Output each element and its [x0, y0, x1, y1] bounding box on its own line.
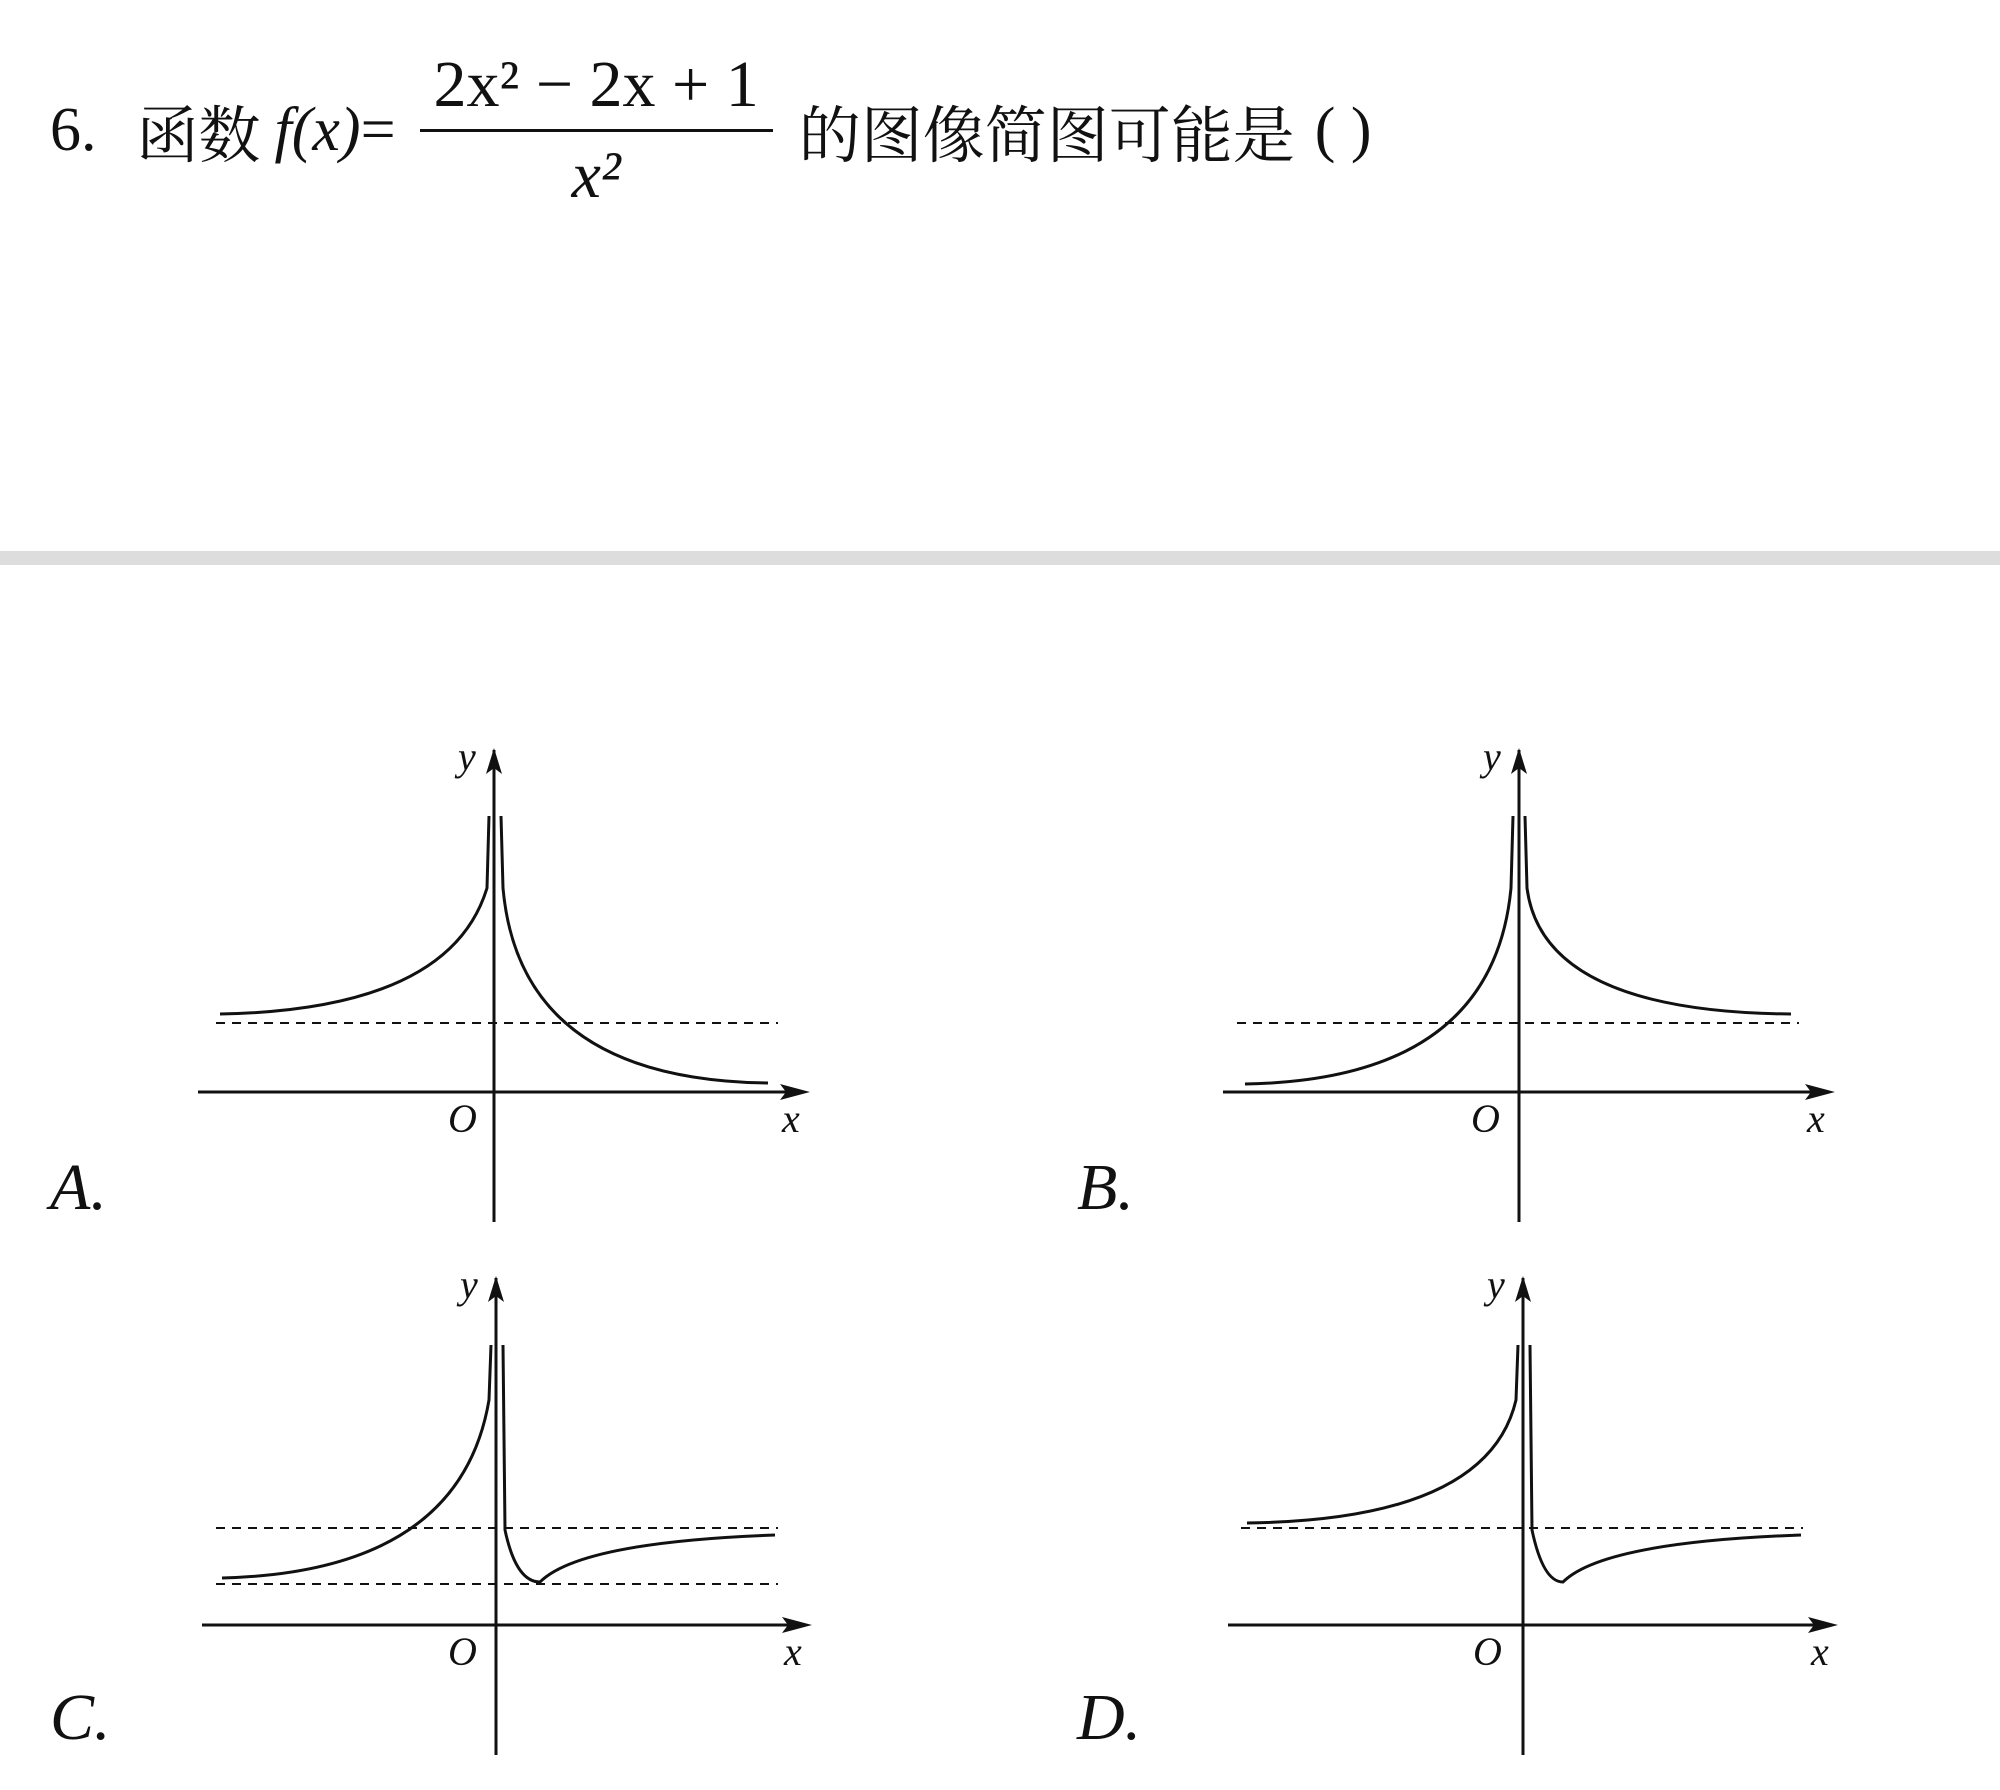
curve-left-branch — [1247, 1345, 1518, 1523]
option-d-label: D. — [1077, 1681, 1142, 1754]
y-axis-label: y — [458, 734, 476, 779]
x-axis-label: x — [782, 1096, 800, 1141]
fraction-numerator: 2x² − 2x + 1 — [433, 47, 759, 121]
x-axis-label: x — [784, 1629, 802, 1674]
option-a[interactable] — [40, 730, 860, 1230]
option-d[interactable] — [1063, 1260, 1883, 1760]
fraction-denominator: x² — [571, 138, 621, 212]
question-stem — [50, 30, 1372, 230]
origin-label: O — [1473, 1629, 1502, 1674]
x-axis-label: x — [1811, 1629, 1829, 1674]
y-axis-label: y — [460, 1262, 478, 1307]
option-c-graph — [40, 1260, 860, 1760]
option-a-label: A. — [50, 1151, 107, 1224]
function-name: f(x) — [274, 95, 361, 164]
origin-label: O — [448, 1096, 477, 1141]
option-c-label: C. — [50, 1681, 111, 1754]
curve-left-branch — [222, 1345, 491, 1578]
option-a-graph — [40, 730, 860, 1230]
curve-right-branch — [503, 1345, 775, 1582]
curve-right-branch — [1530, 1345, 1801, 1582]
curve-left-branch — [1245, 816, 1513, 1084]
question-suffix: 的图像简图可能是 — [798, 98, 1295, 172]
question-prefix: 函数 — [136, 98, 261, 172]
section-divider — [0, 551, 2000, 565]
function-fraction — [420, 47, 773, 214]
curve-left-branch — [220, 816, 489, 1014]
origin-label: O — [1471, 1096, 1500, 1141]
curve-right-branch — [1525, 816, 1791, 1014]
option-d-graph — [1063, 1260, 1883, 1760]
option-b-graph — [1063, 730, 1883, 1230]
option-c[interactable] — [40, 1260, 860, 1760]
answer-blank: ( ) — [1314, 95, 1372, 164]
y-axis-label: y — [1487, 1262, 1505, 1307]
origin-label: O — [448, 1629, 477, 1674]
option-b-label: B. — [1077, 1151, 1134, 1224]
option-b[interactable] — [1063, 730, 1883, 1230]
question-number: 6. — [50, 95, 97, 164]
curve-right-branch — [501, 816, 768, 1083]
equals-sign: = — [360, 95, 396, 164]
y-axis-label: y — [1483, 734, 1501, 779]
x-axis-label: x — [1807, 1096, 1825, 1141]
